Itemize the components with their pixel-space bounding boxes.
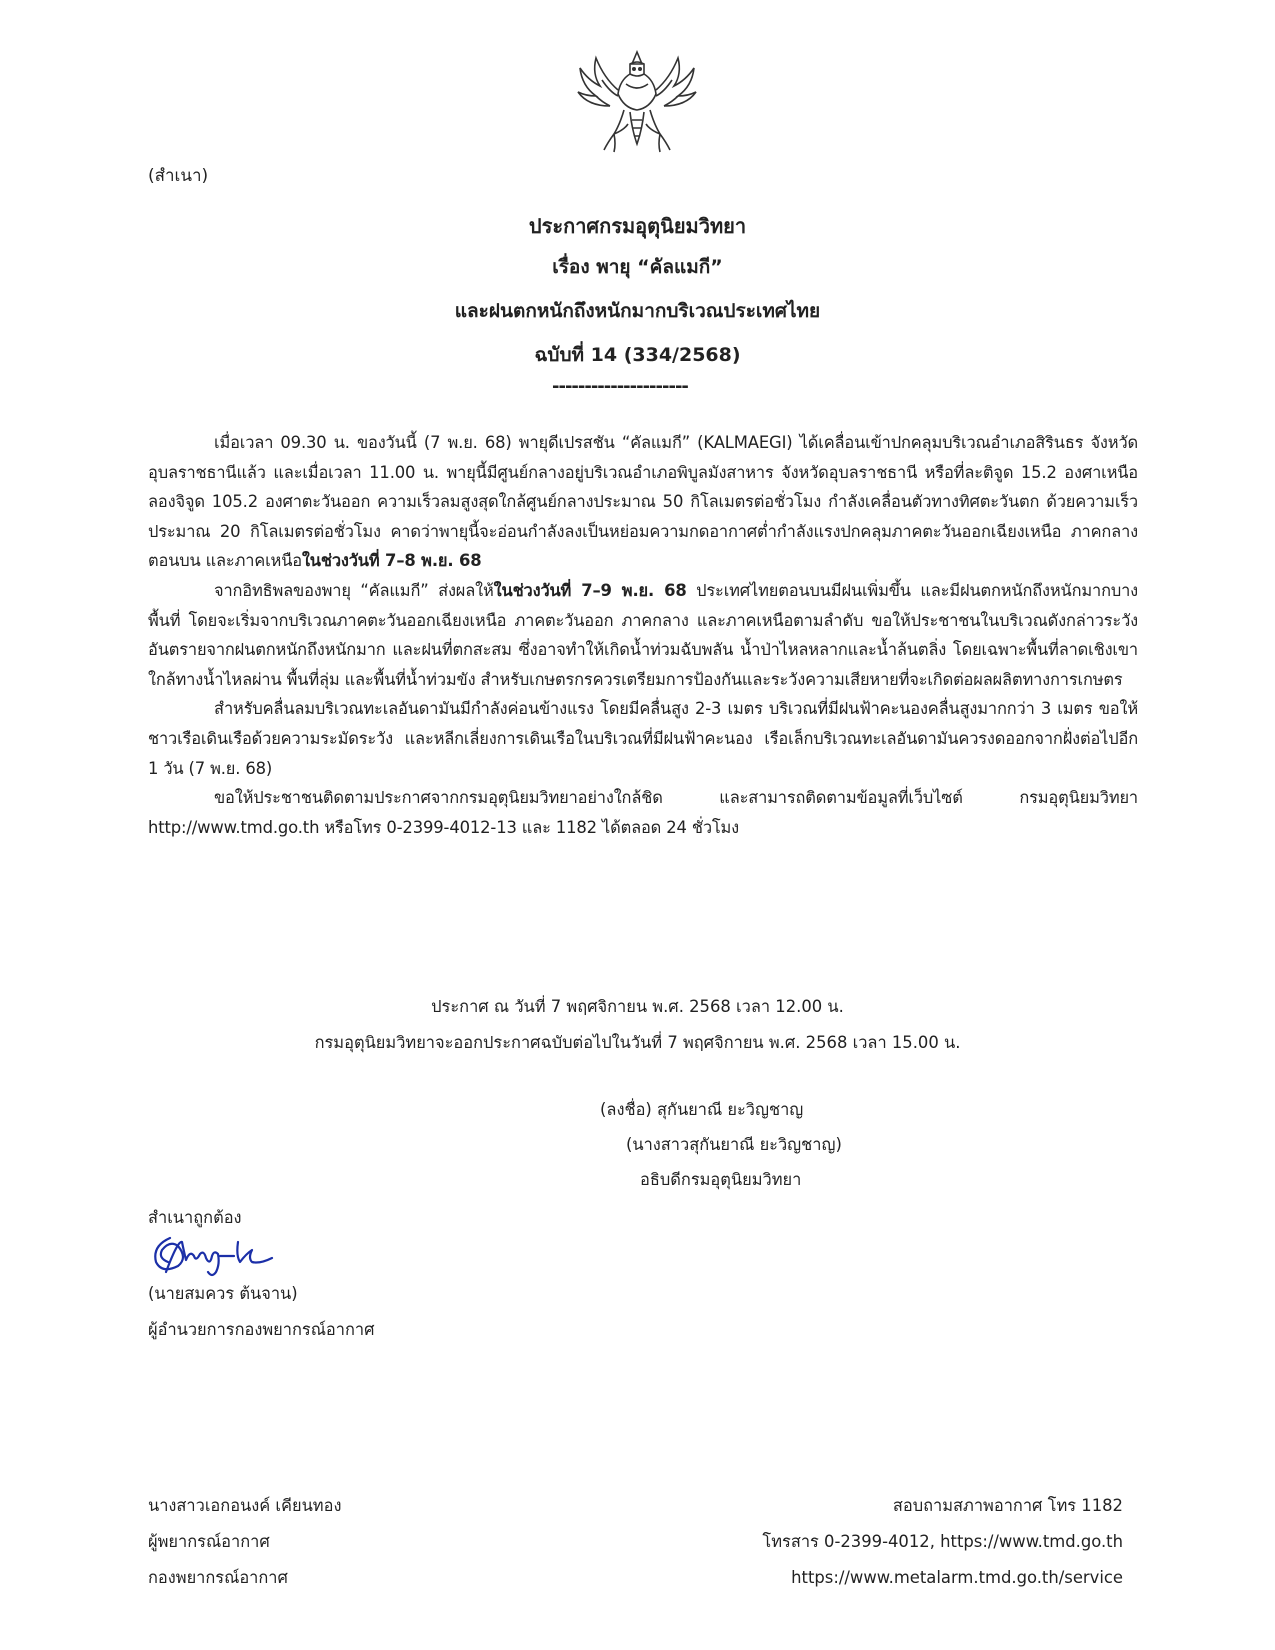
forecaster-name: นางสาวเอกอนงค์ เคียนทอง xyxy=(148,1496,342,1515)
paragraph-2 xyxy=(148,576,1138,694)
forecaster-role: ผู้พยากรณ์อากาศ xyxy=(148,1532,270,1551)
certifier-position: ผู้อำนวยการกองพยากรณ์อากาศ xyxy=(148,1320,375,1339)
issued-at: ประกาศ ณ วันที่ 7 พฤศจิกายน พ.ศ. 2568 เวลา 12.00 น. xyxy=(431,997,844,1016)
paragraph-2-emphasis: ในช่วงวันที่ 7–9 พ.ย. 68 xyxy=(493,580,687,600)
certification-label: สำเนาถูกต้อง xyxy=(148,1208,242,1227)
announcement-body xyxy=(148,428,1138,842)
subject-line: เรื่อง พายุ “คัลแมกี” xyxy=(552,256,723,278)
certification-block xyxy=(148,1200,375,1348)
garuda-emblem-icon xyxy=(574,50,700,154)
paragraph-1-emphasis: ในช่วงวันที่ 7–8 พ.ย. 68 xyxy=(301,551,482,571)
paragraph-1-text: เมื่อเวลา 09.30 น. ของวันนี้ (7 พ.ย. 68) พายุดีเปรสชัน “คัลแมกี” (KALMAEGI) ได้เคลื่อนเข้าปกคลุมบริเวณอำเภอสิรินธร จังหวัดอุบลราชธานีแล้ว และเมื่อเวลา 11.00 น. พายุนี้มีศูนย์กลางอยู่บริเวณอำเภอพิบูลมังสาหาร จังหวัดอุบลราชธานี หรือที่ละติจูด 15.2 องศาเหนือ ลองจิจูด 105.2 องศาตะวันออก ความเร็วลมสูงสุดใกล้ศูนย์กลางประมาณ 50 กิโลเมตรต่อชั่วโมง กำลังเคลื่อนตัวทางทิศตะวันตก ด้วยความเร็วประมาณ 20 กิโลเมตรต่อชั่วโมง คาดว่าพายุนี้จะอ่อนกำลังลงเป็นหย่อมความกดอากาศต่ำกำลังแรงปกคลุมภาคตะวันออกเฉียงเหนือ ภาคกลางตอนบน และภาคเหนือ xyxy=(148,433,1138,571)
paragraph-2-lead: จากอิทธิพลของพายุ “คัลแมกี” ส่งผลให้ xyxy=(214,580,494,600)
signatory-position: อธิบดีกรมอุตุนิยมวิทยา xyxy=(640,1170,802,1189)
paragraph-3: สำหรับคลื่นลมบริเวณทะเลอันดามันมีกำลังค่อนข้างแรง โดยมีคลื่นสูง 2-3 เมตร บริเวณที่มีฝนฟ้าคะนองคลื่นสูงมากกว่า 3 เมตร ขอให้ชาวเรือเดินเรือด้วยความระมัดระวัง และหลีกเลี่ยงการเดินเรือในบริเวณที่มีฝนฟ้าคะนอง เรือเล็กบริเวณทะเลอันดามันควรงดออกจากฝั่งต่อไปอีก 1 วัน (7 พ.ย. 68) xyxy=(148,699,1138,778)
separator: --------------------- xyxy=(552,376,688,397)
certifier-name: (นายสมควร ต้นจาน) xyxy=(148,1284,298,1303)
footer-contact xyxy=(762,1488,1123,1596)
next-issue: กรมอุตุนิยมวิทยาจะออกประกาศฉบับต่อไปในวันที่ 7 พฤศจิกายน พ.ศ. 2568 เวลา 15.00 น. xyxy=(314,1033,961,1052)
contact-fax: โทรสาร 0-2399-4012, https://www.tmd.go.th xyxy=(762,1532,1123,1551)
paragraph-4: ขอให้ประชาชนติดตามประกาศจากกรมอุตุนิยมวิทยาอย่างใกล้ชิด และสามารถติดตามข้อมูลที่เว็บไซต์ กรมอุตุนิยมวิทยา http://www.tmd.go.th หรือโทร 0-2399-4012-13 และ 1182 ได้ตลอด 24 ชั่วโมง xyxy=(148,788,1138,837)
signatory-name: (นางสาวสุกันยาณี ยะวิญชาญ) xyxy=(626,1135,842,1154)
footer-forecaster xyxy=(148,1488,341,1596)
contact-url: https://www.metalarm.tmd.go.th/service xyxy=(791,1568,1123,1587)
signatory-signed: (ลงชื่อ) สุกันยาณี ยะวิญชาญ xyxy=(600,1100,804,1119)
copy-mark: (สำเนา) xyxy=(148,166,209,186)
paragraph-1 xyxy=(148,428,1138,576)
issue-number: ฉบับที่ 14 (334/2568) xyxy=(534,344,741,366)
handwritten-signature-icon xyxy=(148,1232,278,1278)
contact-phone: สอบถามสภาพอากาศ โทร 1182 xyxy=(892,1496,1123,1515)
signatory-block xyxy=(600,1092,842,1197)
paragraph-2-text: ประเทศไทยตอนบนมีฝนเพิ่มขึ้น และมีฝนตกหนักถึงหนักมากบางพื้นที่ โดยจะเริ่มจากบริเวณภาคตะวันออกเฉียงเหนือ ภาคตะวันออก ภาคกลาง และภาคเหนือตามลำดับ ขอให้ประชาชนในบริเวณดังกล่าวระวังอันตรายจากฝนตกหนักถึงหนักมาก และฝนที่ตกสะสม ซึ่งอาจทำให้เกิดน้ำท่วมฉับพลัน น้ำป่าไหลหลากและน้ำล้นตลิ่ง โดยเฉพาะพื้นที่ลาดเชิงเขาใกล้ทางน้ำไหลผ่าน พื้นที่ลุ่ม และพื้นที่น้ำท่วมขัง สำหรับเกษตรกรควรเตรียมการป้องกันและระวังความเสียหายที่จะเกิดต่อผลผลิตทางการเกษตร xyxy=(148,580,1139,689)
subject-line-2: และฝนตกหนักถึงหนักมากบริเวณประเทศไทย xyxy=(454,300,821,322)
page-title: ประกาศกรมอุตุนิยมวิทยา xyxy=(528,214,747,238)
forecaster-division: กองพยากรณ์อากาศ xyxy=(148,1568,288,1587)
